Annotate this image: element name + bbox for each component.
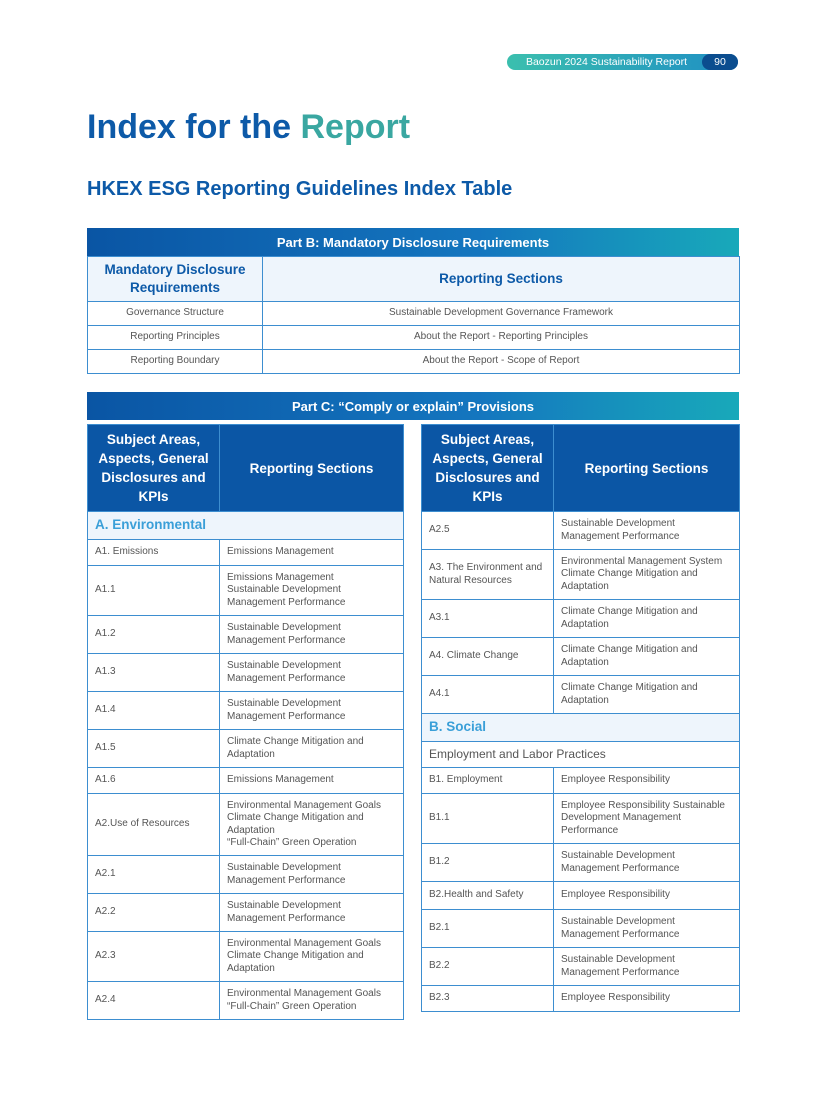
reporting-section-cell — [220, 540, 404, 566]
kpi-cell: B1.2 — [422, 844, 554, 882]
part-b-section: About the Report - Reporting Principles — [263, 326, 740, 350]
reporting-section-cell — [220, 856, 404, 894]
reporting-section-cell — [554, 512, 740, 550]
reporting-section-line: Sustainable Development — [227, 622, 341, 633]
reporting-section-line: Climate Change Mitigation and — [561, 682, 698, 693]
table-row — [422, 676, 740, 714]
subsection-employment: Employment and Labor Practices — [422, 742, 740, 768]
reporting-section-cell — [554, 910, 740, 948]
reporting-section-line: Management Performance — [561, 862, 680, 874]
reporting-section-line: Sustainable Development — [227, 660, 341, 671]
reporting-section-line: Climate Change Mitigation and — [227, 950, 364, 962]
table-row — [88, 540, 404, 566]
reporting-section-line: Employee Responsibility Sustainable — [561, 799, 725, 811]
part-c-left-header-sections: Reporting Sections — [220, 425, 404, 512]
reporting-section-cell — [220, 654, 404, 692]
part-c-right-header-kpi: Subject Areas, Aspects, General Disclosures and KPIs — [422, 425, 554, 512]
table-row — [422, 844, 740, 882]
reporting-section-cell — [220, 932, 404, 982]
table-row — [88, 982, 404, 1020]
kpi-cell: A4. Climate Change — [422, 638, 554, 676]
kpi-cell: A2.4 — [88, 982, 220, 1020]
reporting-section-cell — [554, 794, 740, 844]
reporting-section-line: Sustainable Development — [561, 954, 675, 965]
part-b-banner: Part B: Mandatory Disclosure Requirements — [87, 228, 739, 256]
table-row — [422, 512, 740, 550]
table-row — [422, 910, 740, 948]
reporting-section-line: Management Performance — [561, 530, 680, 542]
kpi-cell: A1.2 — [88, 616, 220, 654]
part-b-header-sections: Reporting Sections — [263, 257, 740, 302]
reporting-section-line: Management Performance — [227, 634, 346, 646]
table-row — [422, 714, 740, 742]
table-row — [88, 692, 404, 730]
page-subtitle: HKEX ESG Reporting Guidelines Index Table — [87, 178, 513, 200]
reporting-section-line: Management Performance — [227, 912, 346, 924]
reporting-section-line: Management Performance — [561, 928, 680, 940]
reporting-section-line: Management Performance — [227, 710, 346, 722]
reporting-section-cell — [554, 768, 740, 794]
kpi-cell: B2.3 — [422, 986, 554, 1012]
reporting-section-line: Emissions Management — [227, 546, 334, 558]
reporting-section-line: Emissions Management — [227, 571, 334, 583]
table-row — [422, 638, 740, 676]
reporting-section-cell — [554, 844, 740, 882]
kpi-cell: B2.1 — [422, 910, 554, 948]
reporting-section-line: Management Performance — [227, 596, 346, 608]
reporting-section-line: Climate Change Mitigation and — [227, 736, 364, 747]
reporting-section-cell — [554, 882, 740, 910]
reporting-section-line: Sustainable Development — [561, 518, 675, 529]
part-b-requirement: Reporting Boundary — [88, 350, 263, 374]
reporting-section-line: Climate Change Mitigation and — [561, 606, 698, 617]
reporting-section-cell — [220, 692, 404, 730]
reporting-section-cell — [554, 600, 740, 638]
reporting-section-line: Adaptation — [561, 656, 609, 668]
table-row — [88, 302, 740, 326]
part-c-right-header-sections: Reporting Sections — [554, 425, 740, 512]
section-social: B. Social — [422, 714, 740, 742]
reporting-section-cell — [220, 768, 404, 794]
report-header-badge — [507, 54, 738, 70]
table-row — [422, 948, 740, 986]
kpi-cell: B2.2 — [422, 948, 554, 986]
reporting-section-line: “Full-Chain” Green Operation — [227, 1000, 357, 1012]
section-environmental: A. Environmental — [88, 512, 404, 540]
reporting-section-line: Development Management — [561, 812, 682, 824]
reporting-section-line: Climate Change Mitigation and — [561, 644, 698, 655]
reporting-section-cell — [220, 616, 404, 654]
table-row — [88, 932, 404, 982]
table-row — [88, 326, 740, 350]
kpi-cell: A2.3 — [88, 932, 220, 982]
part-c-left-table — [87, 424, 404, 1020]
reporting-section-cell — [220, 894, 404, 932]
kpi-cell: A2.Use of Resources — [88, 794, 220, 856]
reporting-section-line: Environmental Management System — [561, 555, 723, 567]
page-title-part2: Report — [300, 108, 411, 146]
reporting-section-cell — [554, 948, 740, 986]
table-row — [88, 768, 404, 794]
page-title — [87, 108, 410, 147]
reporting-section-line: Sustainable Development — [561, 916, 675, 927]
reporting-section-line: Adaptation — [561, 580, 609, 592]
part-b-section: About the Report - Scope of Report — [263, 350, 740, 374]
table-row — [422, 882, 740, 910]
reporting-section-line: Management Performance — [227, 874, 346, 886]
table-row — [422, 768, 740, 794]
page-title-part1: Index for the — [87, 108, 292, 146]
table-row — [88, 730, 404, 768]
reporting-section-line: Environmental Management Goals — [227, 799, 381, 811]
reporting-section-cell — [554, 550, 740, 600]
reporting-section-line: Adaptation — [561, 618, 609, 630]
part-b-section: Sustainable Development Governance Framework — [263, 302, 740, 326]
reporting-section-cell — [220, 982, 404, 1020]
reporting-section-line: Management Performance — [227, 672, 346, 684]
reporting-section-line: “Full-Chain” Green Operation — [227, 837, 357, 848]
reporting-section-line: Sustainable Development — [227, 584, 341, 596]
kpi-cell: A1.3 — [88, 654, 220, 692]
kpi-cell: B2.Health and Safety — [422, 882, 554, 910]
reporting-section-line: Emissions Management — [227, 774, 334, 786]
kpi-cell: A2.2 — [88, 894, 220, 932]
reporting-section-line: Employee Responsibility — [561, 889, 670, 901]
table-row — [422, 794, 740, 844]
table-row — [88, 616, 404, 654]
kpi-cell: A4.1 — [422, 676, 554, 714]
page-number: 90 — [702, 54, 738, 70]
reporting-section-cell — [220, 794, 404, 856]
reporting-section-line: Sustainable Development — [561, 850, 675, 861]
reporting-section-cell — [554, 638, 740, 676]
reporting-section-line: Employee Responsibility — [561, 774, 670, 786]
table-row — [88, 654, 404, 692]
part-b-header-requirements: Mandatory Disclosure Requirements — [88, 257, 263, 302]
reporting-section-line: Adaptation — [227, 962, 275, 974]
kpi-cell: A3. The Environment and Natural Resources — [422, 550, 554, 600]
reporting-section-line: Climate Change Mitigation and — [561, 568, 698, 580]
part-b-table — [87, 256, 740, 374]
report-name: Baozun 2024 Sustainability Report — [525, 56, 688, 68]
table-row — [422, 986, 740, 1012]
reporting-section-line: Sustainable Development — [227, 862, 341, 873]
part-c-left-header-kpi: Subject Areas, Aspects, General Disclosures and KPIs — [88, 425, 220, 512]
kpi-cell: A1. Emissions — [88, 540, 220, 566]
table-row — [422, 600, 740, 638]
reporting-section-line: Climate Change Mitigation and — [227, 812, 364, 823]
reporting-section-line: Management Performance — [561, 966, 680, 978]
part-c-banner: Part C: “Comply or explain” Provisions — [87, 392, 739, 420]
table-row — [88, 794, 404, 856]
reporting-section-line: Sustainable Development — [227, 698, 341, 709]
reporting-section-cell — [220, 730, 404, 768]
kpi-cell: A3.1 — [422, 600, 554, 638]
table-row — [88, 350, 740, 374]
reporting-section-line: Performance — [561, 824, 619, 836]
table-row — [422, 742, 740, 768]
kpi-cell: B1. Employment — [422, 768, 554, 794]
part-c-right-table — [421, 424, 740, 1012]
reporting-section-cell — [554, 986, 740, 1012]
reporting-section-cell — [220, 566, 404, 616]
part-b-requirement: Reporting Principles — [88, 326, 263, 350]
reporting-section-line: Employee Responsibility — [561, 992, 670, 1004]
kpi-cell: A1.4 — [88, 692, 220, 730]
kpi-cell: A1.5 — [88, 730, 220, 768]
kpi-cell: A2.1 — [88, 856, 220, 894]
table-row — [88, 856, 404, 894]
table-row — [88, 894, 404, 932]
reporting-section-line: Environmental Management Goals — [227, 937, 381, 949]
reporting-section-line: Adaptation — [227, 748, 275, 760]
kpi-cell: A1.1 — [88, 566, 220, 616]
reporting-section-line: Adaptation — [227, 824, 275, 836]
part-b-requirement: Governance Structure — [88, 302, 263, 326]
reporting-section-cell — [554, 676, 740, 714]
table-row — [88, 566, 404, 616]
reporting-section-line: Environmental Management Goals — [227, 988, 381, 999]
kpi-cell: B1.1 — [422, 794, 554, 844]
kpi-cell: A2.5 — [422, 512, 554, 550]
kpi-cell: A1.6 — [88, 768, 220, 794]
reporting-section-line: Adaptation — [561, 694, 609, 706]
table-row — [422, 550, 740, 600]
reporting-section-line: Sustainable Development — [227, 900, 341, 911]
